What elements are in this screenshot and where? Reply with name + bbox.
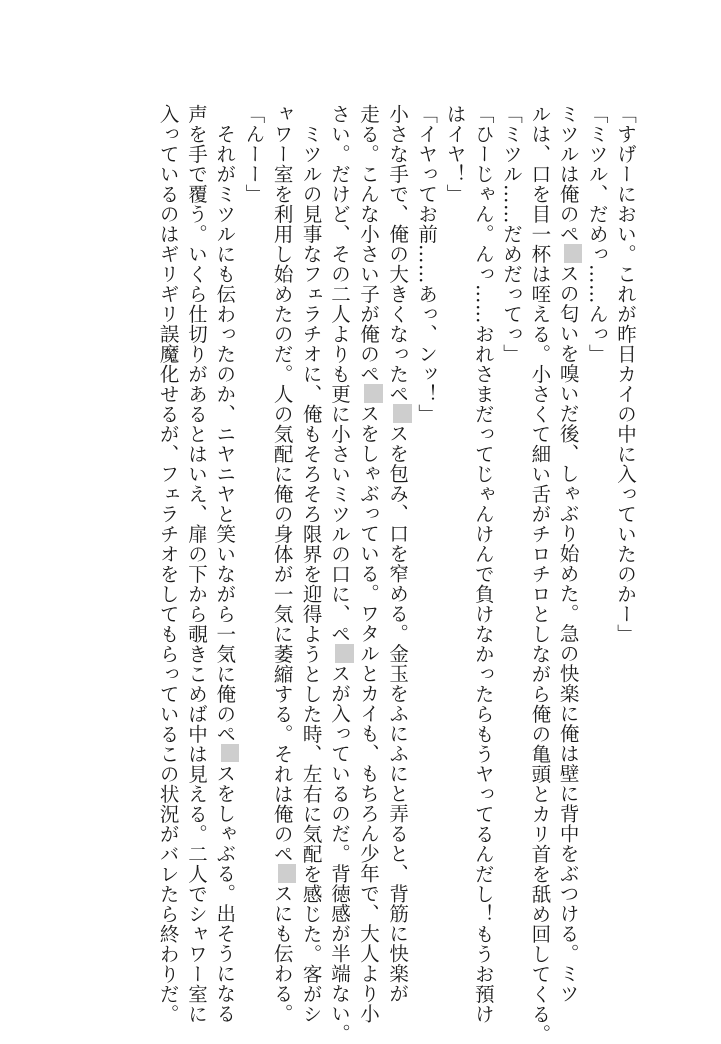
text-segment: ルは、口を目一杯は咥える。小さくて細い舌がチロチロとしながら俺の亀頭とカリ首を舐め回してくる。 [528,104,552,1044]
text-segment: 「ひーじゃん。んっ……おれさまだってじゃんけんで負けなかったらもうヤってるんだし！もうお預け [471,104,495,1024]
text-line [239,104,267,940]
text-segment: 声を手で覆う。いくら仕切りがあるとはいえ、扉の下から覗きこめば中は見える。二人でシャワー室に [184,104,208,1024]
text-line [182,104,210,1024]
vertical-text-body [153,104,639,1044]
text-line [153,104,181,1024]
text-line [525,104,553,1044]
text-line [412,104,440,940]
text-segment: それがミツルにも伝わったのか、ニヤニヤと笑いながら一気に俺のペ [213,123,237,744]
censor-mosaic [364,384,383,403]
text-line [497,104,525,940]
text-line [267,104,296,1024]
text-segment: 小さな手で、俺の大きくなったペ [386,104,410,404]
text-segment: 「すげーにおい。これが昨日カイの中に入っていたのかー」 [614,104,637,644]
censor-mosaic [335,644,354,663]
text-segment: ミツルは俺のペ [556,104,580,244]
text-segment: 「ミツル、だめっ……んっ」 [585,104,609,364]
text-segment: スの匂いを嗅いだ後、しゃぶり始めた。急の快楽に俺は壁に背中をぶつける。ミツ [556,263,580,1004]
text-segment: 「んーー」 [242,104,266,204]
text-segment: 「ミツル……だめだってっ」 [500,104,524,364]
censor-mosaic [393,404,412,423]
censor-mosaic [564,244,583,263]
text-line [354,104,383,1024]
text-line [210,104,239,1023]
text-segment: スをしゃぶる。出そうになる [213,762,237,1023]
text-segment: さい。だけど、その二人よりも更に小さいミツルの口に、ペ [327,104,351,644]
text-segment: スが入っているのだ。背徳感が半端ない。 [327,663,351,1044]
text-line [296,104,324,1024]
text-segment: 走る。こんな小さい子が俺のペ [357,104,381,384]
text-line [582,104,610,940]
text-line [611,104,639,940]
text-line [383,104,412,1004]
text-segment: 入っているのはギリギリ誤魔化せるが、フェラチオをしてもらっているこの状況がバレたら終わりだ。 [156,104,180,1024]
text-line [440,104,468,940]
text-segment: スをしゃぶっている。ワタルとカイも、もちろん少年で、大人より小 [357,403,381,1024]
text-line [468,104,496,1024]
text-segment: ミツルの見事なフェラチオに、俺もそろそろ限界を迎得ようとした時、左右に気配を感じた。客がシ [299,123,323,1024]
text-segment: はイヤ！」 [443,104,467,204]
censor-mosaic [278,864,297,883]
text-segment: 「イヤってお前……あっ、ンッ！」 [415,104,439,424]
text-segment: スにも伝わる。 [270,883,294,1024]
text-segment: ャワー室を利用し始めたのだ。人の気配に俺の身体が一気に萎縮する。それは俺のペ [270,104,294,864]
text-segment: スを包み、口を窄める。金玉をふにふにと弄ると、背筋に快楽が [386,423,410,1004]
text-line [325,104,354,1044]
text-line [553,104,582,1004]
censor-mosaic [221,744,240,763]
